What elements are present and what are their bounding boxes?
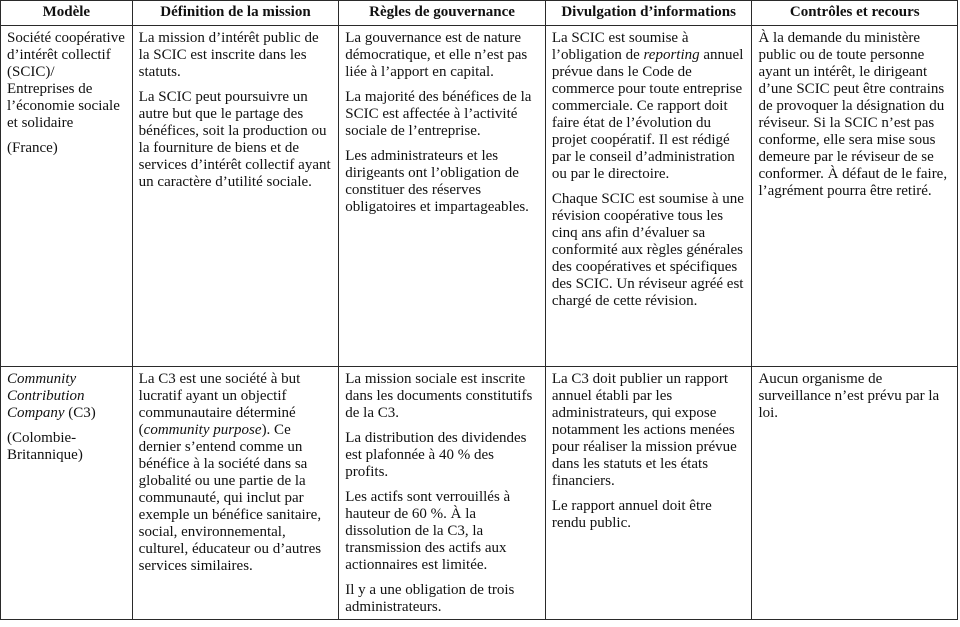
text-segment: La SCIC est soumise à l’obligation de — [551, 30, 689, 63]
modele-region: (France) — [7, 140, 58, 156]
table-body — [1, 26, 958, 620]
cell-definition — [132, 26, 339, 367]
cell-divulgation — [545, 367, 752, 620]
text-segment: annuel prévue dans le Code de commerce pour toute entreprise commerciale. Ce rapport doit faire état de l’évolution du projet coopératif. Il est rédigé par le conseil d’administration ou par le directoire. — [551, 47, 744, 182]
modele-region: (Colombie-Britannique) — [7, 430, 83, 463]
regles-paragraph: La majorité des bénéfices de la SCIC est affectée à l’activité sociale de l’entreprise. — [345, 89, 532, 139]
regles-paragraph: La mission sociale est inscrite dans les documents constitutifs de la C3. — [345, 371, 533, 421]
controles-paragraph: Aucun organisme de surveillance n’est prévu par la loi. — [758, 371, 940, 421]
header-controles: Contrôles et recours — [752, 1, 958, 26]
regles-paragraph: Les actifs sont verrouillés à hauteur de 60 %. À la dissolution de la C3, la transmission des actifs aux actionnaires est limitée. — [345, 489, 511, 573]
text-segment: La C3 est une société à but lucratif ayant un objectif communautaire déterminé ( — [138, 371, 301, 438]
header-row — [1, 1, 958, 26]
controles-paragraph: À la demande du ministère public ou de toute personne ayant un intérêt, le dirigeant d’une SCIC peut être contrains de provoquer la désignation du réviseur. Si la SCIC n’est pas conforme, elle sera mise sous demeure par le réviseur de se conformer. À défaut de le faire, l’agrément pourra être retiré. — [758, 30, 948, 199]
regles-paragraph: La gouvernance est de nature démocratique, et elle n’est pas liée à l’apport en capital. — [345, 30, 528, 80]
italic-term: reporting — [643, 47, 700, 63]
cell-regles — [339, 367, 546, 620]
text-segment: ). Ce dernier s’entend comme un bénéfice à la société dans sa globalité ou une partie de la communauté, qui inclut par exemple un bénéfice sanitaire, social, environnemental, culturel, éducateur ou d’autres services similaires. — [138, 422, 322, 574]
divulgation-paragraph: Le rapport annuel doit être rendu public. — [551, 498, 712, 531]
divulgation-paragraph — [552, 30, 746, 183]
modele-name: Société coopérative d’intérêt collectif (SCIC)/ Entreprises de l’économie sociale et solidaire — [7, 30, 125, 131]
regles-paragraph: Les administrateurs et les dirigeants ont l’obligation de constituer des réserves obligatoires et impartageables. — [345, 148, 529, 215]
cell-controles — [752, 26, 958, 367]
cell-modele — [1, 26, 133, 367]
regles-paragraph: La distribution des dividendes est plafonnée à 40 % des profits. — [345, 430, 527, 480]
definition-paragraph: La mission d’intérêt public de la SCIC est inscrite dans les statuts. — [138, 30, 319, 80]
divulgation-paragraph: La C3 doit publier un rapport annuel établi par les administrateurs, qui expose notamment les actions menées pour réaliser la mission prévue dans les statuts et les états financiers. — [551, 371, 737, 489]
cell-controles — [752, 367, 958, 620]
header-divulgation: Divulgation d’informations — [545, 1, 752, 26]
divulgation-paragraph: Chaque SCIC est soumise à une révision coopérative tous les cinq ans afin d’évaluer sa conformité aux règles générales des coopératives et spécifiques des SCIC. Un réviseur agréé est chargé de cette révision. — [551, 191, 744, 309]
definition-paragraph — [139, 371, 333, 575]
cell-divulgation — [545, 26, 752, 367]
cell-definition — [132, 367, 339, 620]
definition-paragraph: La SCIC peut poursuivre un autre but que le partage des bénéfices, soit la production ou la fourniture de biens et de services d’intérêt collectif ayant un caractère d’utilité sociale. — [138, 89, 331, 190]
modele-name — [7, 371, 126, 422]
table-row-scic — [1, 26, 958, 367]
italic-term: Community Contribution Company — [7, 371, 85, 421]
header-regles: Règles de gouvernance — [339, 1, 546, 26]
header-definition: Définition de la mission — [132, 1, 339, 26]
italic-term: community purpose — [143, 422, 262, 438]
header-modele: Modèle — [1, 1, 133, 26]
table-header — [1, 1, 958, 26]
regles-paragraph: Il y a une obligation de trois administrateurs. — [345, 582, 515, 615]
cell-regles — [339, 26, 546, 367]
text-segment: (C3) — [64, 405, 96, 421]
cell-modele — [1, 367, 133, 620]
table-row-c3 — [1, 367, 958, 620]
